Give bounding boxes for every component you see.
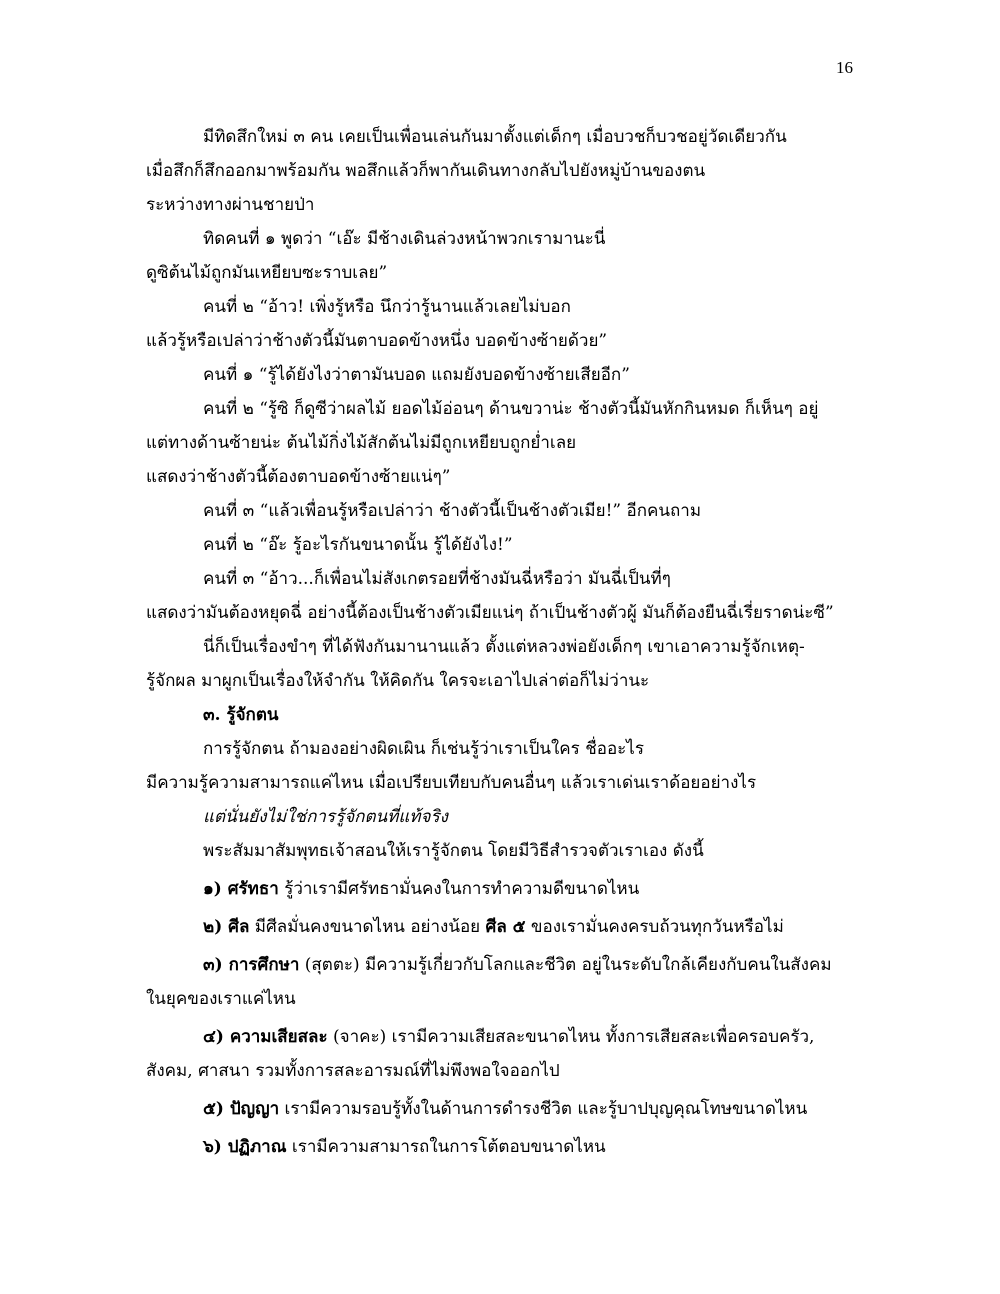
list-item-generosity (146, 1020, 876, 1054)
item-label: ๖) ปฏิภาณ (203, 1137, 287, 1157)
list-item-learning-continued: ในยุคของเราแค่ไหน (146, 989, 296, 1009)
story-line-11: แสดงว่าช้างตัวนี้ต้องตาบอดข้างซ้ายแน่ๆ” (146, 467, 451, 487)
story-line-6: คนที่ ๒ “อ้าว! เพิ่งรู้หรือ นึกว่ารู้นานแล้วเลยไม่บอก (203, 297, 571, 317)
story-line-7: แล้วรู้หรือเปล่าว่าช้างตัวนี้มันตาบอดข้างหนึ่ง บอดข้างซ้ายด้วย” (146, 331, 608, 351)
story-line-10: แต่ทางด้านซ้ายน่ะ ต้นไม้กิ่งไม้สักต้นไม่มีถูกเหยียบถูกย่ำเลย (146, 433, 577, 453)
story-line-4: ทิดคนที่ ๑ พูดว่า “เอ๊ะ มีช้างเดินล่วงหน้าพวกเรามานะนี่ (203, 229, 606, 249)
list-item-generosity-continued: สังคม, ศาสนา รวมทั้งการสละอารมณ์ที่ไม่พึงพอใจออกไป (146, 1061, 560, 1081)
section-paragraph-1: การรู้จักตน ถ้ามองอย่างผิดเผิน ก็เช่นรู้ว่าเราเป็นใคร ชื่ออะไร (203, 739, 644, 759)
section-paragraph-2: มีความรู้ความสามารถแค่ไหน เมื่อเปรียบเทียบกับคนอื่นๆ แล้วเราเด่นเราด้อยอย่างไร (146, 773, 757, 793)
item-text: มีศีลมั่นคงขนาดไหน อย่างน้อย (249, 917, 486, 937)
document-body (146, 120, 876, 1164)
item-label: ๓) การศึกษา (203, 955, 300, 975)
list-item-wisdom (146, 1092, 876, 1126)
page-number: 16 (836, 58, 853, 77)
story-line-12: คนที่ ๓ “แล้วเพื่อนรู้หรือเปล่าว่า ช้างตัวนี้เป็นช้างตัวเมีย!” อีกคนถาม (203, 501, 702, 521)
item-bold-term: ศีล ๕ (485, 917, 526, 937)
list-item-ingenuity (146, 1130, 876, 1164)
story-line-14: คนที่ ๓ “อ้าว...ก็เพื่อนไม่สังเกตรอยที่ช้างมันฉี่หรือว่า มันฉี่เป็นที่ๆ (203, 569, 671, 589)
list-item-faith (146, 872, 876, 906)
item-label: ๑) ศรัทธา (203, 879, 279, 899)
item-text: (จาคะ) เรามีความเสียสละขนาดไหน ทั้งการเสียสละเพื่อครอบครัว, (327, 1027, 815, 1047)
section-italic-note: แต่นั่นยังไม่ใช่การรู้จักตนที่แท้จริง (203, 807, 448, 827)
item-label: ๔) ความเสียสละ (203, 1027, 328, 1047)
item-label: ๒) ศีล (203, 917, 250, 937)
story-line-9: คนที่ ๒ “รู้ซิ ก็ดูซีว่าผลไม้ ยอดไม้อ่อนๆ ด้านขวาน่ะ ช้างตัวนี้มันหักกินหมด ก็เห็นๆ อยู่ (203, 399, 819, 419)
item-label: ๕) ปัญญา (203, 1099, 280, 1119)
section-heading: ๓. รู้จักตน (203, 705, 279, 725)
list-item-precepts (146, 910, 876, 944)
story-line-17: รู้จักผล มาผูกเป็นเรื่องให้จำกัน ให้คิดกัน ใครจะเอาไปเล่าต่อก็ไม่ว่านะ (146, 671, 650, 691)
story-line-16: นี่ก็เป็นเรื่องขำๆ ที่ได้ฟังกันมานานแล้ว ตั้งแต่หลวงพ่อยังเด็กๆ เขาเอาความรู้จักเหตุ- (203, 637, 805, 657)
story-line-2: เมื่อสึกก็สึกออกมาพร้อมกัน พอสึกแล้วก็พากันเดินทางกลับไปยังหมู่บ้านของตน (146, 161, 706, 181)
item-text: (สุตตะ) มีความรู้เกี่ยวกับโลกและชีวิต อยู่ในระดับใกล้เคียงกับคนในสังคม (299, 955, 832, 975)
item-text: เรามีความรอบรู้ทั้งในด้านการดำรงชีวิต และรู้บาปบุญคุณโทษขนาดไหน (279, 1099, 808, 1119)
story-line-15: แสดงว่ามันต้องหยุดฉี่ อย่างนี้ต้องเป็นช้างตัวเมียแน่ๆ ถ้าเป็นช้างตัวผู้ มันก็ต้องยืนฉี่เรี่ยราดน่ะซี” (146, 603, 834, 623)
item-text: เรามีความสามารถในการโต้ตอบขนาดไหน (286, 1137, 606, 1157)
story-line-1: มีทิดสึกใหม่ ๓ คน เคยเป็นเพื่อนเล่นกันมาตั้งแต่เด็กๆ เมื่อบวชก็บวชอยู่วัดเดียวกัน (203, 127, 787, 147)
section-intro: พระสัมมาสัมพุทธเจ้าสอนให้เรารู้จักตน โดยมีวิธีสำรวจตัวเราเอง ดังนี้ (203, 841, 704, 861)
item-text-continued: ของเรามั่นคงครบถ้วนทุกวันหรือไม่ (525, 917, 784, 937)
story-line-5: ดูซิต้นไม้ถูกมันเหยียบซะราบเลย” (146, 263, 388, 283)
story-line-3: ระหว่างทางผ่านชายป่า (146, 195, 315, 215)
item-text: รู้ว่าเรามีศรัทธามั่นคงในการทำความดีขนาดไหน (278, 879, 640, 899)
list-item-learning (146, 948, 876, 982)
story-line-8: คนที่ ๑ “รู้ได้ยังไงว่าตามันบอด แถมยังบอดข้างซ้ายเสียอีก” (203, 365, 630, 385)
story-line-13: คนที่ ๒ “อ๊ะ รู้อะไรกันขนาดนั้น รู้ได้ยังไง!” (203, 535, 513, 555)
